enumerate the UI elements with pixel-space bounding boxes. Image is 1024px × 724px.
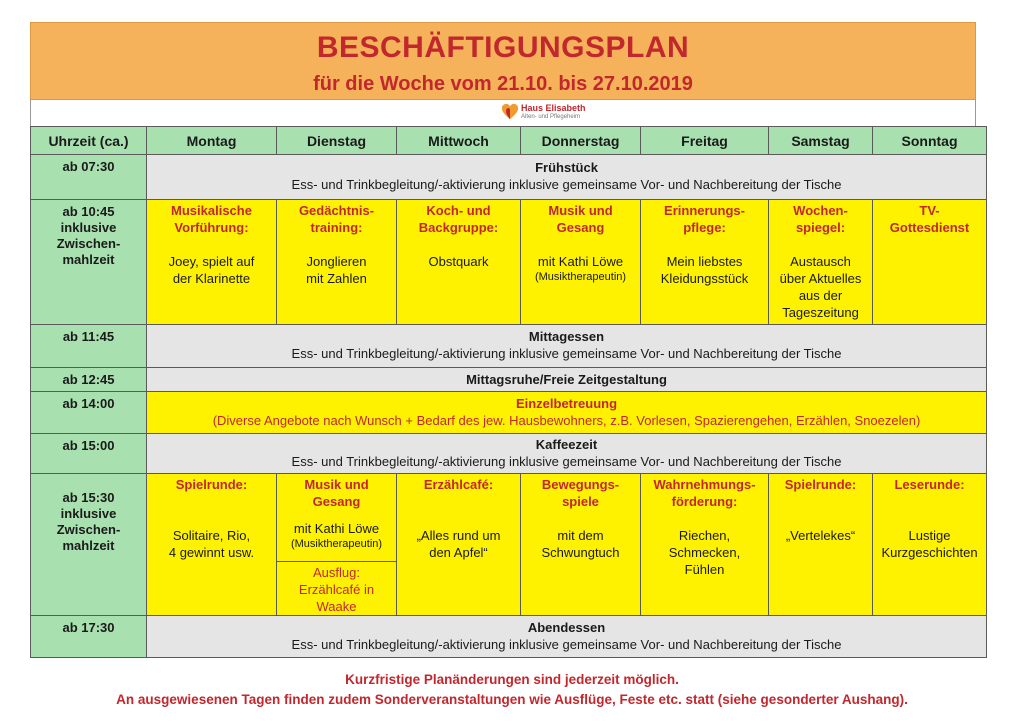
activity-cell-freitag <box>641 474 769 616</box>
activity-desc: aus der <box>798 288 843 303</box>
activity-desc: über Aktuelles <box>779 271 862 286</box>
activity-desc: mit dem <box>557 528 604 543</box>
meal-cell <box>147 155 987 200</box>
row-fruehstueck <box>31 155 987 200</box>
activity-title: Backgruppe: <box>418 220 499 235</box>
activity-desc: Riechen, <box>678 528 731 543</box>
activity-title: training: <box>310 220 363 235</box>
activity-cell-samstag <box>769 200 873 325</box>
activity-cell-samstag <box>769 474 873 616</box>
meal-note: Ess- und Trinkbegleitung/-aktivierung inklusive gemeinsame Vor- und Nachbereitung der Tische <box>291 454 842 469</box>
activity-desc: Kurzgeschichten <box>881 545 978 560</box>
logo-name: Haus Elisabeth <box>521 103 586 113</box>
einzelbetreuung-cell <box>147 392 987 434</box>
activity-title: spiele <box>562 494 599 509</box>
activity-desc: 4 gewinnt usw. <box>168 545 255 560</box>
time-line: inklusive <box>60 506 117 521</box>
time-line: mahlzeit <box>62 252 115 267</box>
activity-title: Wahrnehmungs- <box>653 477 756 492</box>
activity-title: Musikalische <box>171 203 252 218</box>
activity-title: Gesang <box>312 494 361 509</box>
heart-logo-icon <box>501 103 519 121</box>
activity-title: Musik und <box>304 477 369 492</box>
activity-desc: „Vertelekes“ <box>785 528 856 543</box>
activity-title: spiegel: <box>795 220 846 235</box>
activity-title: Spielrunde: <box>175 477 248 492</box>
time-line: ab 10:45 <box>62 204 115 219</box>
column-header: Dienstag <box>277 127 397 155</box>
activity-cell-montag <box>147 474 277 616</box>
activity-desc: Lustige <box>908 528 951 543</box>
activity-title: förderung: <box>671 494 738 509</box>
meal-cell <box>147 616 987 658</box>
activity-title: Bewegungs- <box>541 477 620 492</box>
activity-title: Spielrunde: <box>784 477 857 492</box>
row-vormittag <box>31 200 987 325</box>
activity-title: Leserunde: <box>894 477 965 492</box>
column-header: Donnerstag <box>521 127 641 155</box>
activity-title: pflege: <box>683 220 726 235</box>
schedule-table <box>30 126 987 658</box>
activity-title: Gedächtnis- <box>298 203 375 218</box>
logo-strip <box>30 100 976 126</box>
time-line: inklusive <box>60 220 117 235</box>
activity-title: Gesang <box>556 220 605 235</box>
column-header: Mittwoch <box>397 127 521 155</box>
activity-desc: mit Kathi Löwe <box>537 254 624 269</box>
activity-desc: Austausch <box>790 254 851 269</box>
time-cell: ab 07:30 <box>31 155 147 200</box>
time-line: Zwischen- <box>56 522 121 537</box>
activity-cell-donnerstag <box>521 200 641 325</box>
activity-title: Vorführung: <box>174 220 249 235</box>
activity-desc: Solitaire, Rio, <box>172 528 251 543</box>
time-cell <box>31 200 147 325</box>
footer-note-1: Kurzfristige Planänderungen sind jederzeit möglich. <box>345 672 679 687</box>
activity-title: Erzählcafé: <box>423 477 494 492</box>
activity-desc: mit Zahlen <box>306 271 367 286</box>
column-header: Sonntag <box>873 127 987 155</box>
activity-desc: Tageszeitung <box>782 305 859 320</box>
activity-desc: den Apfel“ <box>429 545 488 560</box>
row-mittagessen <box>31 325 987 368</box>
activity-note: (Musiktherapeutin) <box>534 271 627 283</box>
header-row <box>31 127 987 155</box>
time-cell <box>31 474 147 616</box>
plan-subtitle: für die Woche vom 21.10. bis 27.10.2019 <box>313 73 693 95</box>
row-kaffeezeit <box>31 434 987 474</box>
activity-cell-sonntag <box>873 200 987 325</box>
ausflug-line: Ausflug: <box>313 565 360 580</box>
activity-desc: Kleidungsstück <box>660 271 749 286</box>
meal-cell <box>147 434 987 474</box>
time-line: mahlzeit <box>62 538 115 553</box>
activity-desc: Joey, spielt auf <box>168 254 255 269</box>
ausflug-line: Erzählcafé in <box>298 582 375 597</box>
rest-cell <box>147 368 987 392</box>
activity-cell-dienstag <box>277 200 397 325</box>
einzelbetreuung-text: (Diverse Angebote nach Wunsch + Bedarf des jew. Hausbewohners, z.B. Vorlesen, Spazierengehen, Erzählen, Snoezelen) <box>212 413 921 428</box>
ausflug-cell-dienstag <box>277 562 397 616</box>
meal-note: Ess- und Trinkbegleitung/-aktivierung inklusive gemeinsame Vor- und Nachbereitung der Tische <box>291 346 842 361</box>
time-line: Zwischen- <box>56 236 121 251</box>
row-einzelbetreuung <box>31 392 987 434</box>
activity-desc: Obstquark <box>428 254 489 269</box>
activity-title: TV- <box>919 203 940 218</box>
activity-note: (Musiktherapeutin) <box>290 538 383 550</box>
time-cell: ab 14:00 <box>31 392 147 434</box>
plan-header <box>30 22 976 100</box>
activity-desc: Fühlen <box>684 562 725 577</box>
footer-note-2: An ausgewiesenen Tagen finden zudem Sonderveranstaltungen wie Ausflüge, Feste etc. statt (siehe gesonderter Aushang). <box>116 692 908 707</box>
meal-title: Frühstück <box>535 160 598 175</box>
activity-desc: Mein liebstes <box>666 254 743 269</box>
activity-cell-sonntag <box>873 474 987 616</box>
logo-tagline: Alten- und Pflegeheim <box>521 114 581 120</box>
einzelbetreuung-title: Einzelbetreuung <box>515 396 618 411</box>
activity-title: Wochen- <box>793 203 848 218</box>
activity-desc: Schwungtuch <box>541 545 620 560</box>
activity-cell-freitag <box>641 200 769 325</box>
column-header: Samstag <box>769 127 873 155</box>
activity-desc: Jonglieren <box>306 254 367 269</box>
activity-cell-montag <box>147 200 277 325</box>
activity-cell-dienstag <box>277 474 397 562</box>
row-mittagsruhe <box>31 368 987 392</box>
meal-title: Kaffeezeit <box>535 437 598 452</box>
activity-title: Musik und <box>548 203 613 218</box>
activity-desc: Schmecken, <box>668 545 741 560</box>
meal-note: Ess- und Trinkbegleitung/-aktivierung inklusive gemeinsame Vor- und Nachbereitung der Tische <box>291 177 842 192</box>
activity-cell-mittwoch <box>397 200 521 325</box>
column-header: Freitag <box>641 127 769 155</box>
activity-cell-mittwoch <box>397 474 521 616</box>
meal-note: Ess- und Trinkbegleitung/-aktivierung inklusive gemeinsame Vor- und Nachbereitung der Tische <box>291 637 842 652</box>
rest-title: Mittagsruhe/Freie Zeitgestaltung <box>466 372 667 387</box>
row-nachmittag <box>31 474 987 562</box>
time-cell: ab 17:30 <box>31 616 147 658</box>
activity-cell-donnerstag <box>521 474 641 616</box>
activity-title: Koch- und <box>426 203 491 218</box>
meal-title: Mittagessen <box>528 329 605 344</box>
time-cell: ab 12:45 <box>31 368 147 392</box>
time-cell: ab 11:45 <box>31 325 147 368</box>
plan-title: BESCHÄFTIGUNGSPLAN <box>316 31 690 64</box>
ausflug-line: Waake <box>316 599 357 614</box>
column-header: Montag <box>147 127 277 155</box>
meal-title: Abendessen <box>527 620 606 635</box>
column-header: Uhrzeit (ca.) <box>31 127 147 155</box>
activity-desc: „Alles rund um <box>416 528 501 543</box>
meal-cell <box>147 325 987 368</box>
activity-title: Gottesdienst <box>889 220 970 235</box>
activity-desc: der Klarinette <box>172 271 251 286</box>
time-cell: ab 15:00 <box>31 434 147 474</box>
activity-desc: mit Kathi Löwe <box>293 521 380 536</box>
activity-title: Erinnerungs- <box>664 203 745 218</box>
time-line: ab 15:30 <box>62 490 115 505</box>
haus-elisabeth-logo <box>501 103 611 123</box>
row-abendessen <box>31 616 987 658</box>
